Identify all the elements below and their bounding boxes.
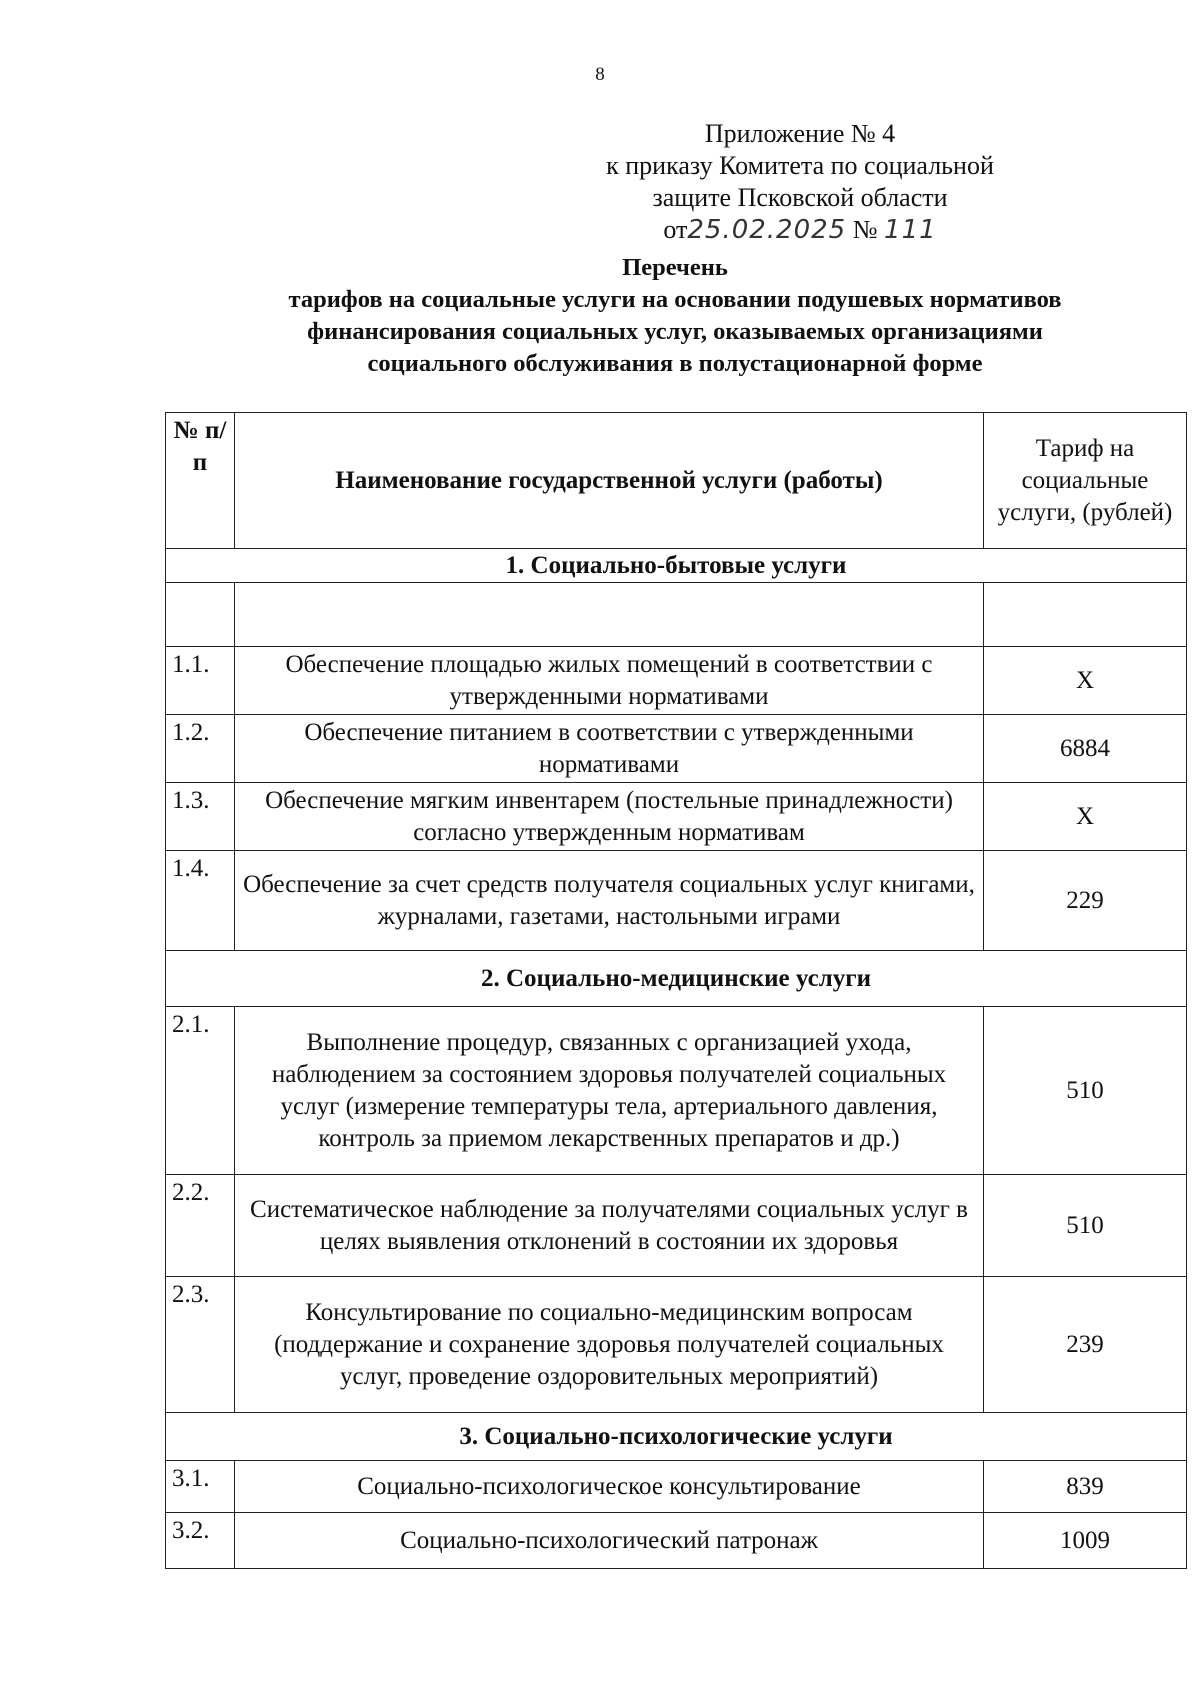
row-num: 1.1. xyxy=(166,647,235,715)
row-num: 1.3. xyxy=(166,783,235,851)
header-name: Наименование государственной услуги (работы) xyxy=(235,413,984,549)
row-name: Обеспечение мягким инвентарем (постельные принадлежности) согласно утвержденным нормативам xyxy=(235,783,984,851)
table-row xyxy=(166,1007,1187,1175)
row-tariff: 6884 xyxy=(984,715,1187,783)
document-title xyxy=(100,252,1200,380)
row-num: 1.4. xyxy=(166,851,235,951)
table-row xyxy=(166,1461,1187,1513)
table-row xyxy=(166,715,1187,783)
row-tariff: 510 xyxy=(984,1007,1187,1175)
empty-cell xyxy=(984,583,1187,647)
row-num: 2.3. xyxy=(166,1277,235,1413)
row-tariff: X xyxy=(984,783,1187,851)
number-label: № xyxy=(852,215,878,244)
appendix-header xyxy=(500,118,1100,246)
row-name: Систематическое наблюдение за получателями социальных услуг в целях выявления отклонений в состоянии их здоровья xyxy=(235,1175,984,1277)
handwritten-number: 111 xyxy=(884,215,937,245)
row-name: Выполнение процедур, связанных с организацией ухода, наблюдением за состоянием здоровья получателей социальных услуг (измерение температуры тела, артериального давления, контроль за приемом лекарственных препаратов и др.) xyxy=(235,1007,984,1175)
row-num: 1.2. xyxy=(166,715,235,783)
row-num: 2.2. xyxy=(166,1175,235,1277)
row-tariff: X xyxy=(984,647,1187,715)
date-prefix: от xyxy=(663,215,688,244)
title-line-2: тарифов на социальные услуги на основании подушевых нормативов xyxy=(288,286,1062,313)
row-name: Обеспечение площадью жилых помещений в соответствии с утвержденными нормативами xyxy=(235,647,984,715)
header-tariff: Тариф на социальные услуги, (рублей) xyxy=(984,413,1187,549)
table-row xyxy=(166,1175,1187,1277)
row-tariff: 239 xyxy=(984,1277,1187,1413)
row-name: Обеспечение за счет средств получателя социальных услуг книгами, журналами, газетами, настольными играми xyxy=(235,851,984,951)
section-title: 2. Социально-медицинские услуги xyxy=(166,951,1187,1007)
row-name: Социально-психологическое консультирование xyxy=(235,1461,984,1513)
table-row xyxy=(166,1277,1187,1413)
section-title: 3. Социально-психологические услуги xyxy=(166,1413,1187,1461)
appendix-order: к приказу Комитета по социальной xyxy=(606,151,994,180)
section-row xyxy=(166,549,1187,583)
row-name: Обеспечение питанием в соответствии с утвержденными нормативами xyxy=(235,715,984,783)
row-tariff: 839 xyxy=(984,1461,1187,1513)
row-num: 3.1. xyxy=(166,1461,235,1513)
title-line-3: финансирования социальных услуг, оказываемых организациями xyxy=(307,318,1043,345)
section-row xyxy=(166,951,1187,1007)
table-header-row xyxy=(166,413,1187,549)
appendix-date-line xyxy=(500,214,1100,246)
table-row xyxy=(166,647,1187,715)
table-row xyxy=(166,1513,1187,1569)
tariff-table xyxy=(165,412,1187,1569)
header-num: № п/п xyxy=(166,413,235,549)
empty-row xyxy=(166,583,1187,647)
row-tariff: 1009 xyxy=(984,1513,1187,1569)
row-num: 2.1. xyxy=(166,1007,235,1175)
row-tariff: 510 xyxy=(984,1175,1187,1277)
empty-cell xyxy=(235,583,984,647)
title-line-4: социального обслуживания в полустационарной форме xyxy=(367,350,983,377)
title-line-1: Перечень xyxy=(622,254,728,281)
appendix-number: Приложение № 4 xyxy=(704,119,896,148)
row-name: Консультирование по социально-медицинским вопросам (поддержание и сохранение здоровья получателей социальных услуг, проведение оздоровительных мероприятий) xyxy=(235,1277,984,1413)
section-row xyxy=(166,1413,1187,1461)
row-name: Социально-психологический патронаж xyxy=(235,1513,984,1569)
section-title: 1. Социально-бытовые услуги xyxy=(166,549,1187,583)
row-tariff: 229 xyxy=(984,851,1187,951)
table-row xyxy=(166,783,1187,851)
table-row xyxy=(166,851,1187,951)
handwritten-date: 25.02.2025 xyxy=(687,215,847,245)
empty-cell xyxy=(166,583,235,647)
row-num: 3.2. xyxy=(166,1513,235,1569)
appendix-committee: защите Псковской области xyxy=(652,183,948,212)
page-number: 8 xyxy=(595,64,605,85)
